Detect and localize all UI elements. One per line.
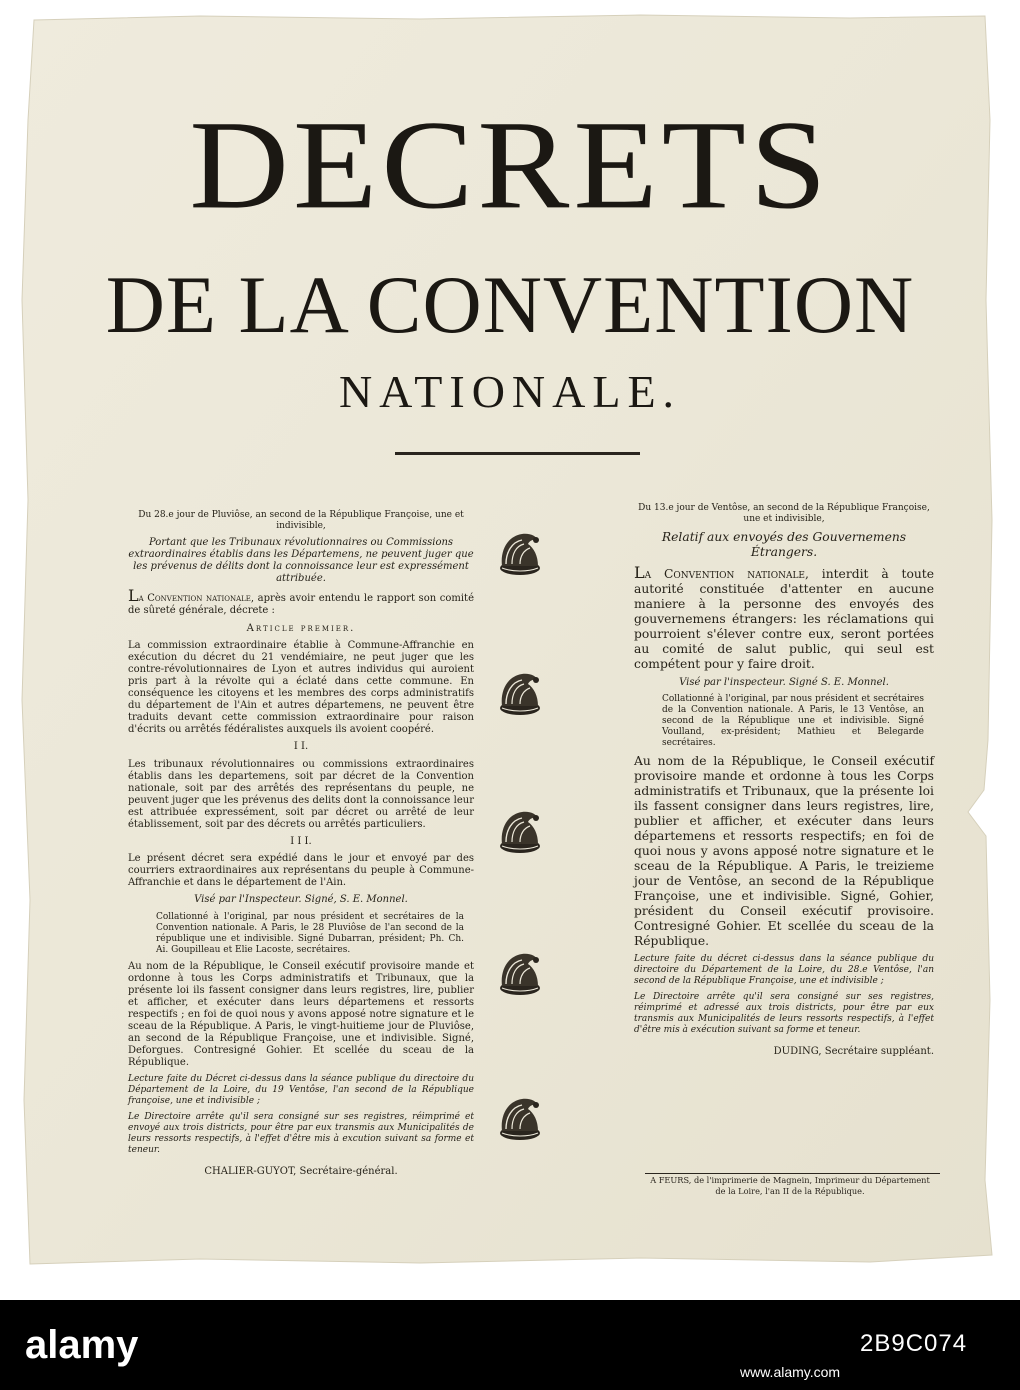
cap-ornaments [490,520,550,1140]
phrygian-cap-icon [490,520,550,580]
alamy-logo [25,1322,195,1368]
right-execution: Au nom de la République, le Conseil exécutif provisoire mande et ordonne à tous les Corps administratifs et Tribunaux, que la présente loi ils fassent consigner dans leurs registres, lire, publier et afficher, et exécuter dans leurs départemens et ressorts respectifs; en foi de quoi nous y avons apposé notre signature et le sceau de la République. A Paris, le treizieme jour de Ventôse, an second de la République Françoise, une et indivisible. Signé, Gohier, président du Conseil exécutif provisoire. Contresigné Gohier. Et scellée du sceau de la République. [634,754,934,949]
left-signature: CHALIER-GUYOT, Secrétaire-général. [204,1166,398,1178]
imprint-line-2: de la Loire, l'an II de la République. [715,1186,865,1196]
left-subject: Portant que les Tribunaux révolutionnaires ou Commissions extraordinaires établis dans les Départemens, ne peuvent juger que les prévenus de délits dont la connoissance leur est expressément attribuée. [128,537,474,585]
left-article-heading: Article premier. [246,622,356,634]
alamy-logo-text: alamy [25,1323,139,1367]
left-intro-rest: , après avoir entendu le rapport son comité de sûreté générale, décrete : [128,593,474,617]
left-lecture: Lecture faite du Décret ci-dessus dans la séance publique du directoire du Département de la Loire, du 19 Ventôse, l'an second de la République françoise, une et indivisible ; [128,1074,474,1107]
right-intro-cap: L [634,563,645,582]
right-subject: Relatif aux envoyés des Gouvernemens Étrangers. [661,530,907,559]
left-intro-cap: L [128,586,139,606]
right-collation: Collationné à l'original, par nous président et secrétaires de la Convention nationale. A Paris, le 13 Ventôse, an second de la République une et indivisible. Signé Voulland, ex-président; Mathieu et Belegarde secrétaires. [662,694,924,749]
imprint [640,1175,940,1197]
right-vise: Visé par l'inspecteur. Signé S. E. Monnel. [679,677,889,688]
right-decree [634,503,934,1063]
image-id: 2B9C074 [860,1330,968,1357]
left-article-2: Les tribunaux révolutionnaires ou commissions extraordinaires établis dans les departemens, soit par décret de la Convention nationale, soit par des arrêtés des représentans du peuple, ne peuvent juger que les prévenus des delits dont la connoissance leur est attribuée expressément, soit par décret ou arrêté de leur établissement, soit par des décrets ou arrêtés particuliers. [128,758,474,830]
title-rule [395,452,640,455]
phrygian-cap-icon [490,940,550,1000]
left-collation: Collationné à l'original, par nous président et secrétaires de la Convention nationale. A Paris, le 28 Pluviôse de l'an second de la république une et indivisible. Signé Dubarran, président; Ph. Ch. Ai. Goupilleau et Elie Lacoste, secrétaires. [156,911,464,955]
imprint-line-1: A FEURS, de l'imprimerie de Magnein, Imprimeur du Département [650,1175,930,1185]
left-directoire: Le Directoire arrête qu'il sera consigné sur ses registres, réimprimé et envoyé aux trois districts, pour être par eux transmis aux Municipalités de leurs ressorts respectifs, à l'effet d'être mis à excution suivant sa forme et teneur. [128,1112,474,1156]
right-date: Du 13.e jour de Ventôse, an second de la République Françoise, une et indivisible, [638,503,930,524]
phrygian-cap-icon [490,1085,550,1145]
left-decree [128,510,474,1183]
left-numeral-2: I I. [293,741,309,753]
phrygian-cap-icon [490,798,550,858]
left-article-3: Le présent décret sera expédié dans le jour et envoyé par des courriers extraordinaires aux représentans du peuple à Commune-Affranchie et dans le département de l'Ain. [128,853,474,889]
imprint-rule [645,1173,940,1174]
left-vise: Visé par l'Inspecteur. Signé, S. E. Monnel. [194,894,408,906]
right-intro-rest: , interdit à toute autorité constituée d'attenter en aucune maniere à la personne des envoyés des gouvernemens étrangers: les réclamations qui pourroient s'élever contre eux, seront portées au comité de salut public, qui seul est compétent pour y faire droit. [634,567,934,671]
right-signature: DUDING, Secrétaire suppléant. [773,1046,934,1058]
title-de-la-convention: DE LA CONVENTION [105,259,915,350]
phrygian-cap-icon [490,660,550,720]
left-date: Du 28.e jour de Pluviôse, an second de la République Françoise, une et indivisible, [138,510,464,531]
right-directoire: Le Directoire arrête qu'il sera consigné sur ses registres, réimprimé et adressé aux trois districts, pour être par eux transmis aux Municipalités de leurs ressorts respectifs, à l'effet d'être mis à exécution suivant sa forme et teneur. [634,992,934,1036]
left-numeral-3: I I I. [290,836,312,848]
right-intro-name: a Convention nationale [644,567,805,581]
left-intro [128,586,474,617]
watermark-site: www.alamy.com [740,1364,841,1380]
left-execution: Au nom de la République, le Conseil exécutif provisoire mande et ordonne à tous les Corps administratifs et Tribunaux, que la présente loi ils fassent consigner dans leurs registres, lire, publier et afficher, et exécuter dans leurs départemens et ressorts respectifs ; en foi de quoi nous y avons apposé notre signature et le sceau de la République. A Paris, le vingt-huitieme jour de Pluviôse, an second de la République Françoise, une et indivisible. Signé, Deforgues. Contresigné Gohier. Et scellée du sceau de la République. [128,960,474,1069]
right-intro [634,565,934,672]
left-article-1: La commission extraordinaire établie à Commune-Affranchie en exécution du décret du 21 vendémiaire, ne peut juger que les contre-révolutionnaires de Lyon et autres individus qui auroient pris part à la révolte qui a éclaté dans cette commune. En conséquence les citoyens et les membres des corps administratifs du département de l'Ain et autres départemens, ne peuvent être traduits devant cette commission extraordinaire pour raison d'écrits ou arrêtés fédéralistes auxquels ils avoient coopéré. [128,639,474,736]
left-intro-name: a Convention nationale [138,593,251,605]
right-lecture: Lecture faite du décret ci-dessus dans la séance publique du directoire du Département de la Loire, du 28.e Ventôse, l'an second de la République Françoise, une et indivisible ; [634,954,934,987]
title-decrets: DECRETS [189,94,831,235]
title-nationale: NATIONALE. [338,366,682,417]
